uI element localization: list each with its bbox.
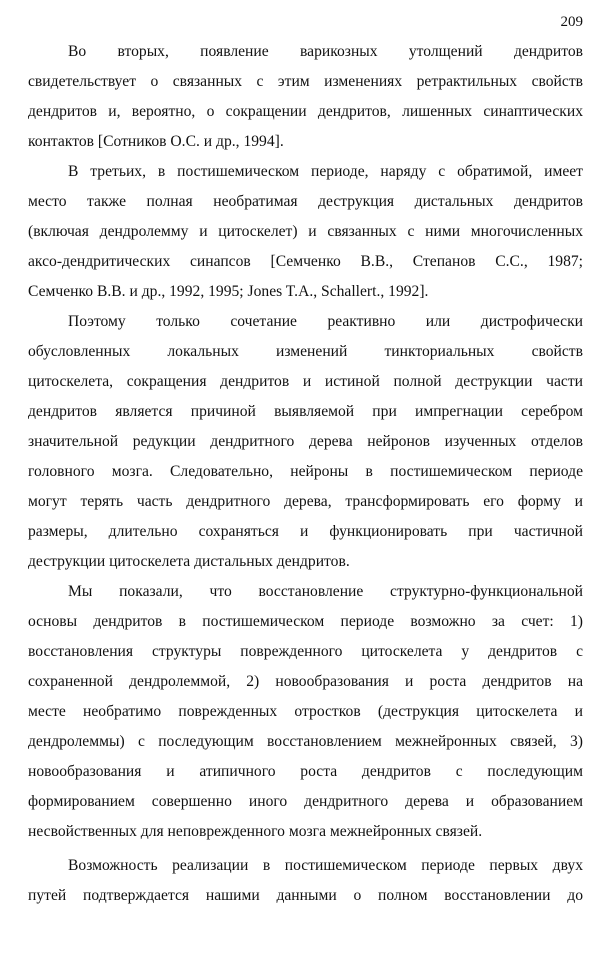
text-line: В третьих, в постишемическом периоде, наряду с обратимой, имеет [68, 163, 583, 180]
text-line: значительной редукции дендритного дерева нейронов изученных отделов [28, 433, 583, 450]
text-line: (включая дендролемму и цитоскелет) и связанных с ними многочисленных [28, 223, 583, 240]
text-line: формированием совершенно иного дендритного дерева и образованием [28, 793, 583, 810]
text-line: головного мозга. Следовательно, нейроны в постишемическом периоде [28, 463, 583, 480]
paragraph-2 [28, 157, 583, 307]
text-line: Возможность реализации в постишемическом периоде первых двух [68, 857, 583, 874]
paragraph-5 [28, 851, 583, 911]
text-line: месте необратимо поврежденных отростков (деструкция цитоскелета и [28, 703, 583, 720]
paragraph-4 [28, 577, 583, 847]
text-line: Мы показали, что восстановление структурно-функциональной [68, 583, 583, 600]
text-line: восстановления структуры поврежденного цитоскелета у дендритов с [28, 643, 583, 660]
text-line: место также полная необратимая деструкция дистальных дендритов [28, 193, 583, 210]
text-line: деструкции цитоскелета дистальных дендритов. [28, 553, 350, 570]
paragraph-3 [28, 307, 583, 577]
text-line: цитоскелета, сокращения дендритов и истиной полной деструкции части [28, 373, 583, 390]
text-line: Во вторых, появление варикозных утолщений дендритов [68, 43, 583, 60]
text-line: новообразования и атипичного роста дендритов с последующим [28, 763, 583, 780]
text-line: обусловленных локальных изменений тинкториальных свойств [28, 343, 583, 360]
text-line: дендритов и, вероятно, о сокращении дендритов, лишенных синаптических [28, 103, 583, 120]
page-number: 209 [560, 14, 583, 30]
text-line: могут терять часть дендритного дерева, трансформировать его форму и [28, 493, 583, 510]
text-line: аксо-дендритических синапсов [Семченко В.В., Степанов С.С., 1987; [28, 253, 583, 270]
text-line: свидетельствует о связанных с этим изменениях ретрактильных свойств [28, 73, 583, 90]
text-line: Семченко В.В. и др., 1992, 1995; Jones T.A., Schallert., 1992]. [28, 283, 429, 300]
text-line: сохраненной дендролеммой, 2) новообразования и роста дендритов на [28, 673, 583, 690]
body-text [28, 37, 583, 911]
text-line: дендритов является причиной выявляемой при импрегнации серебром [28, 403, 583, 420]
text-line: основы дендритов в постишемическом периоде возможно за счет: 1) [28, 613, 583, 630]
text-line: размеры, длительно сохраняться и функционировать при частичной [28, 523, 583, 540]
text-line: контактов [Сотников О.С. и др., 1994]. [28, 133, 284, 150]
text-line: дендролеммы) с последующим восстановлением межнейронных связей, 3) [28, 733, 583, 750]
paragraph-1 [28, 37, 583, 157]
text-line: Поэтому только сочетание реактивно или дистрофически [68, 313, 583, 330]
text-line: несвойственных для неповрежденного мозга межнейронных связей. [28, 823, 483, 840]
text-line: путей подтверждается нашими данными о полном восстановлении до [28, 887, 583, 904]
